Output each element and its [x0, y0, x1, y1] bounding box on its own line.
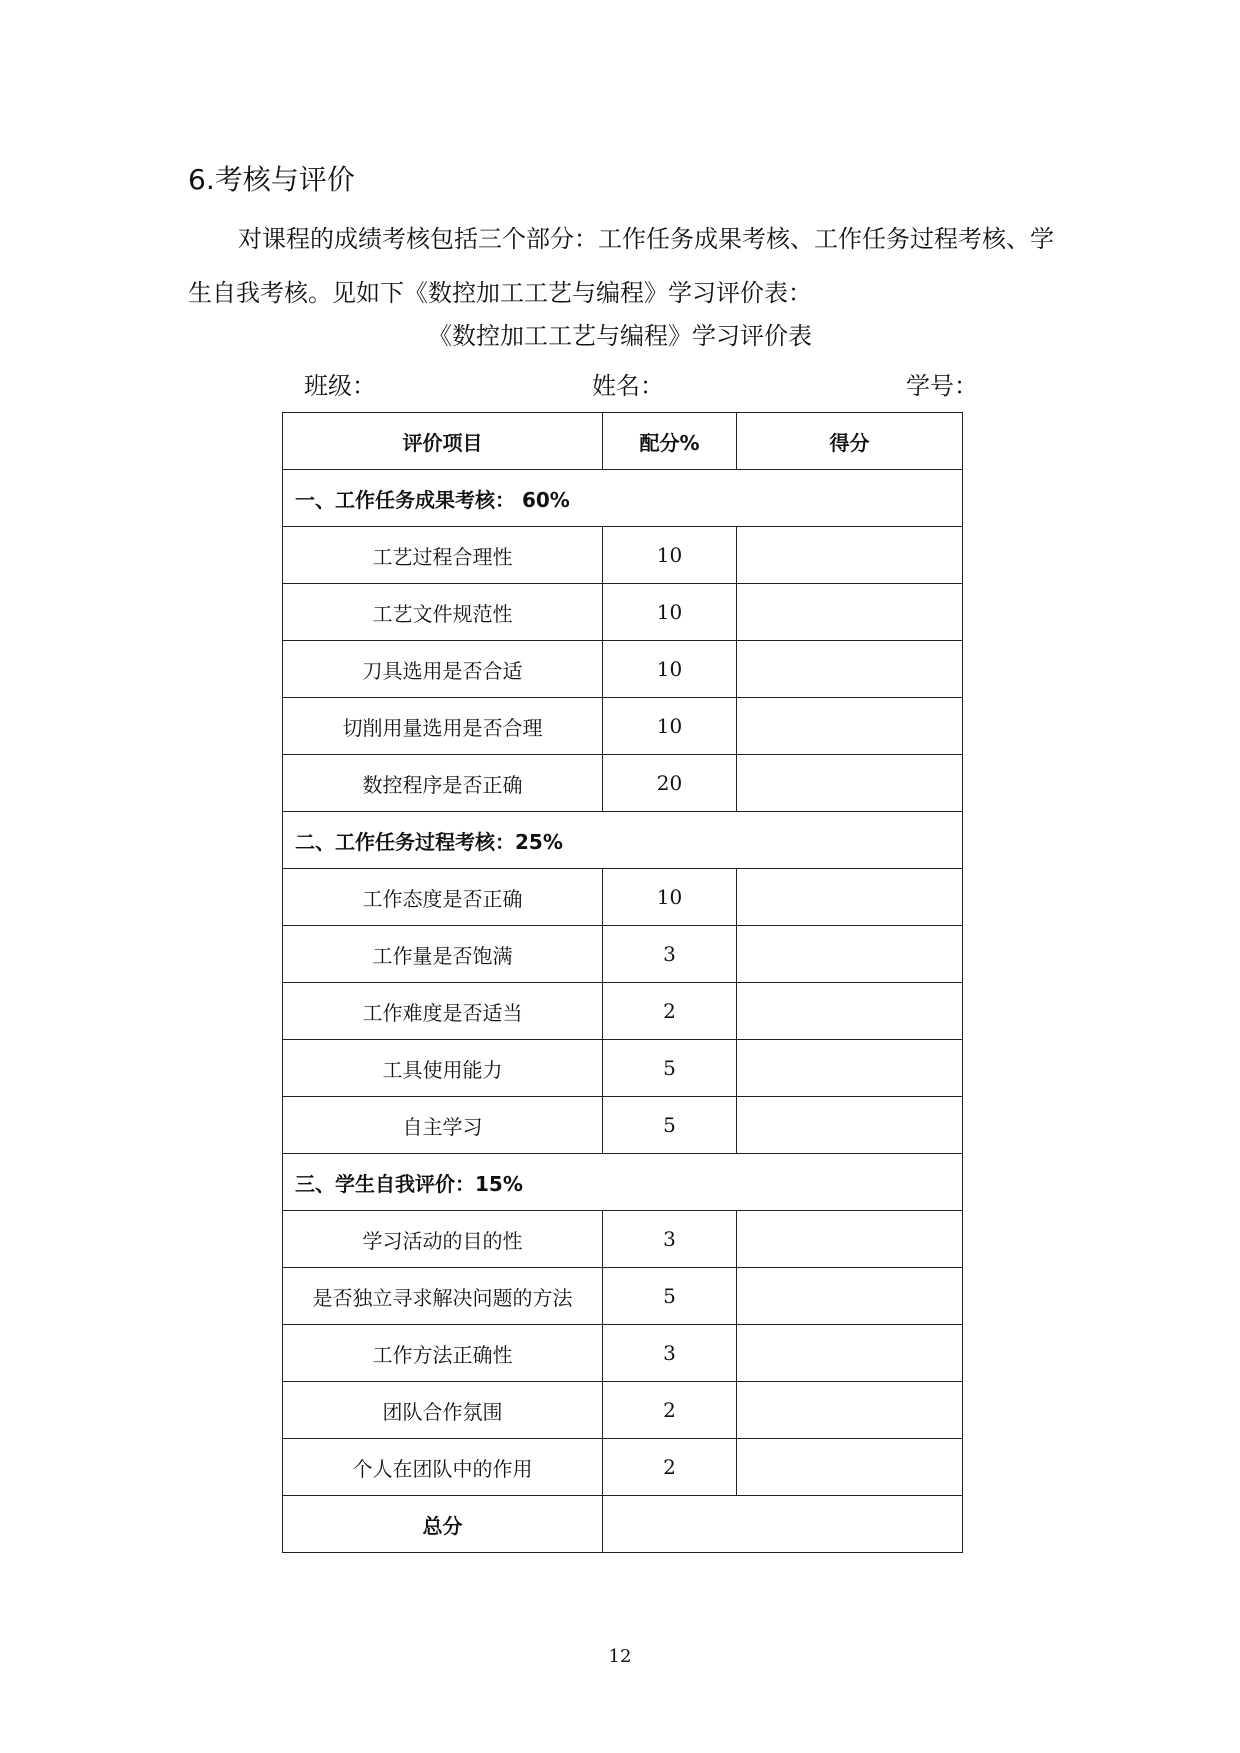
- score-cell: [737, 698, 963, 755]
- total-label: 总分: [283, 1496, 603, 1553]
- table-row: [283, 641, 963, 698]
- section2-title: 二、工作任务过程考核：25%: [283, 812, 963, 869]
- weight-cell: 20: [603, 755, 737, 812]
- section3-title: 三、学生自我评价：15%: [283, 1154, 963, 1211]
- weight-cell: 3: [603, 1325, 737, 1382]
- total-score-cell: [603, 1496, 963, 1553]
- item-cell: 工具使用能力: [283, 1040, 603, 1097]
- evaluation-table: [282, 412, 963, 1553]
- table-row: [283, 1268, 963, 1325]
- table-row: [283, 584, 963, 641]
- score-cell: [737, 641, 963, 698]
- weight-cell: 10: [603, 641, 737, 698]
- score-cell: [737, 1268, 963, 1325]
- item-cell: 工作态度是否正确: [283, 869, 603, 926]
- item-cell: 个人在团队中的作用: [283, 1439, 603, 1496]
- header-weight: 配分%: [603, 413, 737, 470]
- item-cell: 是否独立寻求解决问题的方法: [283, 1268, 603, 1325]
- score-cell: [737, 1325, 963, 1382]
- weight-cell: 10: [603, 698, 737, 755]
- weight-cell: 2: [603, 983, 737, 1040]
- item-cell: 学习活动的目的性: [283, 1211, 603, 1268]
- section-row: [283, 812, 963, 869]
- score-cell: [737, 1097, 963, 1154]
- student-id-label: 学号：: [906, 372, 978, 400]
- header-score: 得分: [737, 413, 963, 470]
- item-cell: 数控程序是否正确: [283, 755, 603, 812]
- score-cell: [737, 926, 963, 983]
- score-cell: [737, 869, 963, 926]
- score-cell: [737, 755, 963, 812]
- weight-cell: 10: [603, 527, 737, 584]
- table-row: [283, 926, 963, 983]
- section1-title: 一、工作任务成果考核： 60%: [283, 470, 963, 527]
- table-header-row: [283, 413, 963, 470]
- table-row: [283, 1439, 963, 1496]
- score-cell: [737, 1040, 963, 1097]
- item-cell: 团队合作氛围: [283, 1382, 603, 1439]
- total-row: [283, 1496, 963, 1553]
- item-cell: 自主学习: [283, 1097, 603, 1154]
- header-item: 评价项目: [283, 413, 603, 470]
- score-cell: [737, 983, 963, 1040]
- table-row: [283, 1211, 963, 1268]
- item-cell: 工艺过程合理性: [283, 527, 603, 584]
- section-row: [283, 470, 963, 527]
- intro-paragraph: 对课程的成绩考核包括三个部分：工作任务成果考核、工作任务过程考核、学生自我考核。见如下《数控加工工艺与编程》学习评价表：: [188, 225, 1054, 307]
- score-cell: [737, 1211, 963, 1268]
- table-row: [283, 1097, 963, 1154]
- class-label: 班级：: [304, 372, 376, 400]
- weight-cell: 10: [603, 869, 737, 926]
- item-cell: 工作难度是否适当: [283, 983, 603, 1040]
- weight-cell: 5: [603, 1097, 737, 1154]
- name-label: 姓名：: [592, 372, 664, 400]
- table-row: [283, 983, 963, 1040]
- section-heading: 6.考核与评价: [188, 163, 355, 196]
- section-row: [283, 1154, 963, 1211]
- table-row: [283, 1325, 963, 1382]
- page-number: 12: [608, 1646, 632, 1667]
- item-cell: 工作量是否饱满: [283, 926, 603, 983]
- score-cell: [737, 584, 963, 641]
- item-cell: 工艺文件规范性: [283, 584, 603, 641]
- table-row: [283, 1382, 963, 1439]
- table-row: [283, 869, 963, 926]
- weight-cell: 2: [603, 1439, 737, 1496]
- table-row: [283, 527, 963, 584]
- table-row: [283, 698, 963, 755]
- item-cell: 切削用量选用是否合理: [283, 698, 603, 755]
- table-row: [283, 1040, 963, 1097]
- weight-cell: 3: [603, 926, 737, 983]
- weight-cell: 5: [603, 1268, 737, 1325]
- table-title: 《数控加工工艺与编程》学习评价表: [428, 322, 812, 350]
- score-cell: [737, 527, 963, 584]
- weight-cell: 2: [603, 1382, 737, 1439]
- weight-cell: 10: [603, 584, 737, 641]
- weight-cell: 3: [603, 1211, 737, 1268]
- score-cell: [737, 1439, 963, 1496]
- score-cell: [737, 1382, 963, 1439]
- weight-cell: 5: [603, 1040, 737, 1097]
- item-cell: 工作方法正确性: [283, 1325, 603, 1382]
- item-cell: 刀具选用是否合适: [283, 641, 603, 698]
- table-row: [283, 755, 963, 812]
